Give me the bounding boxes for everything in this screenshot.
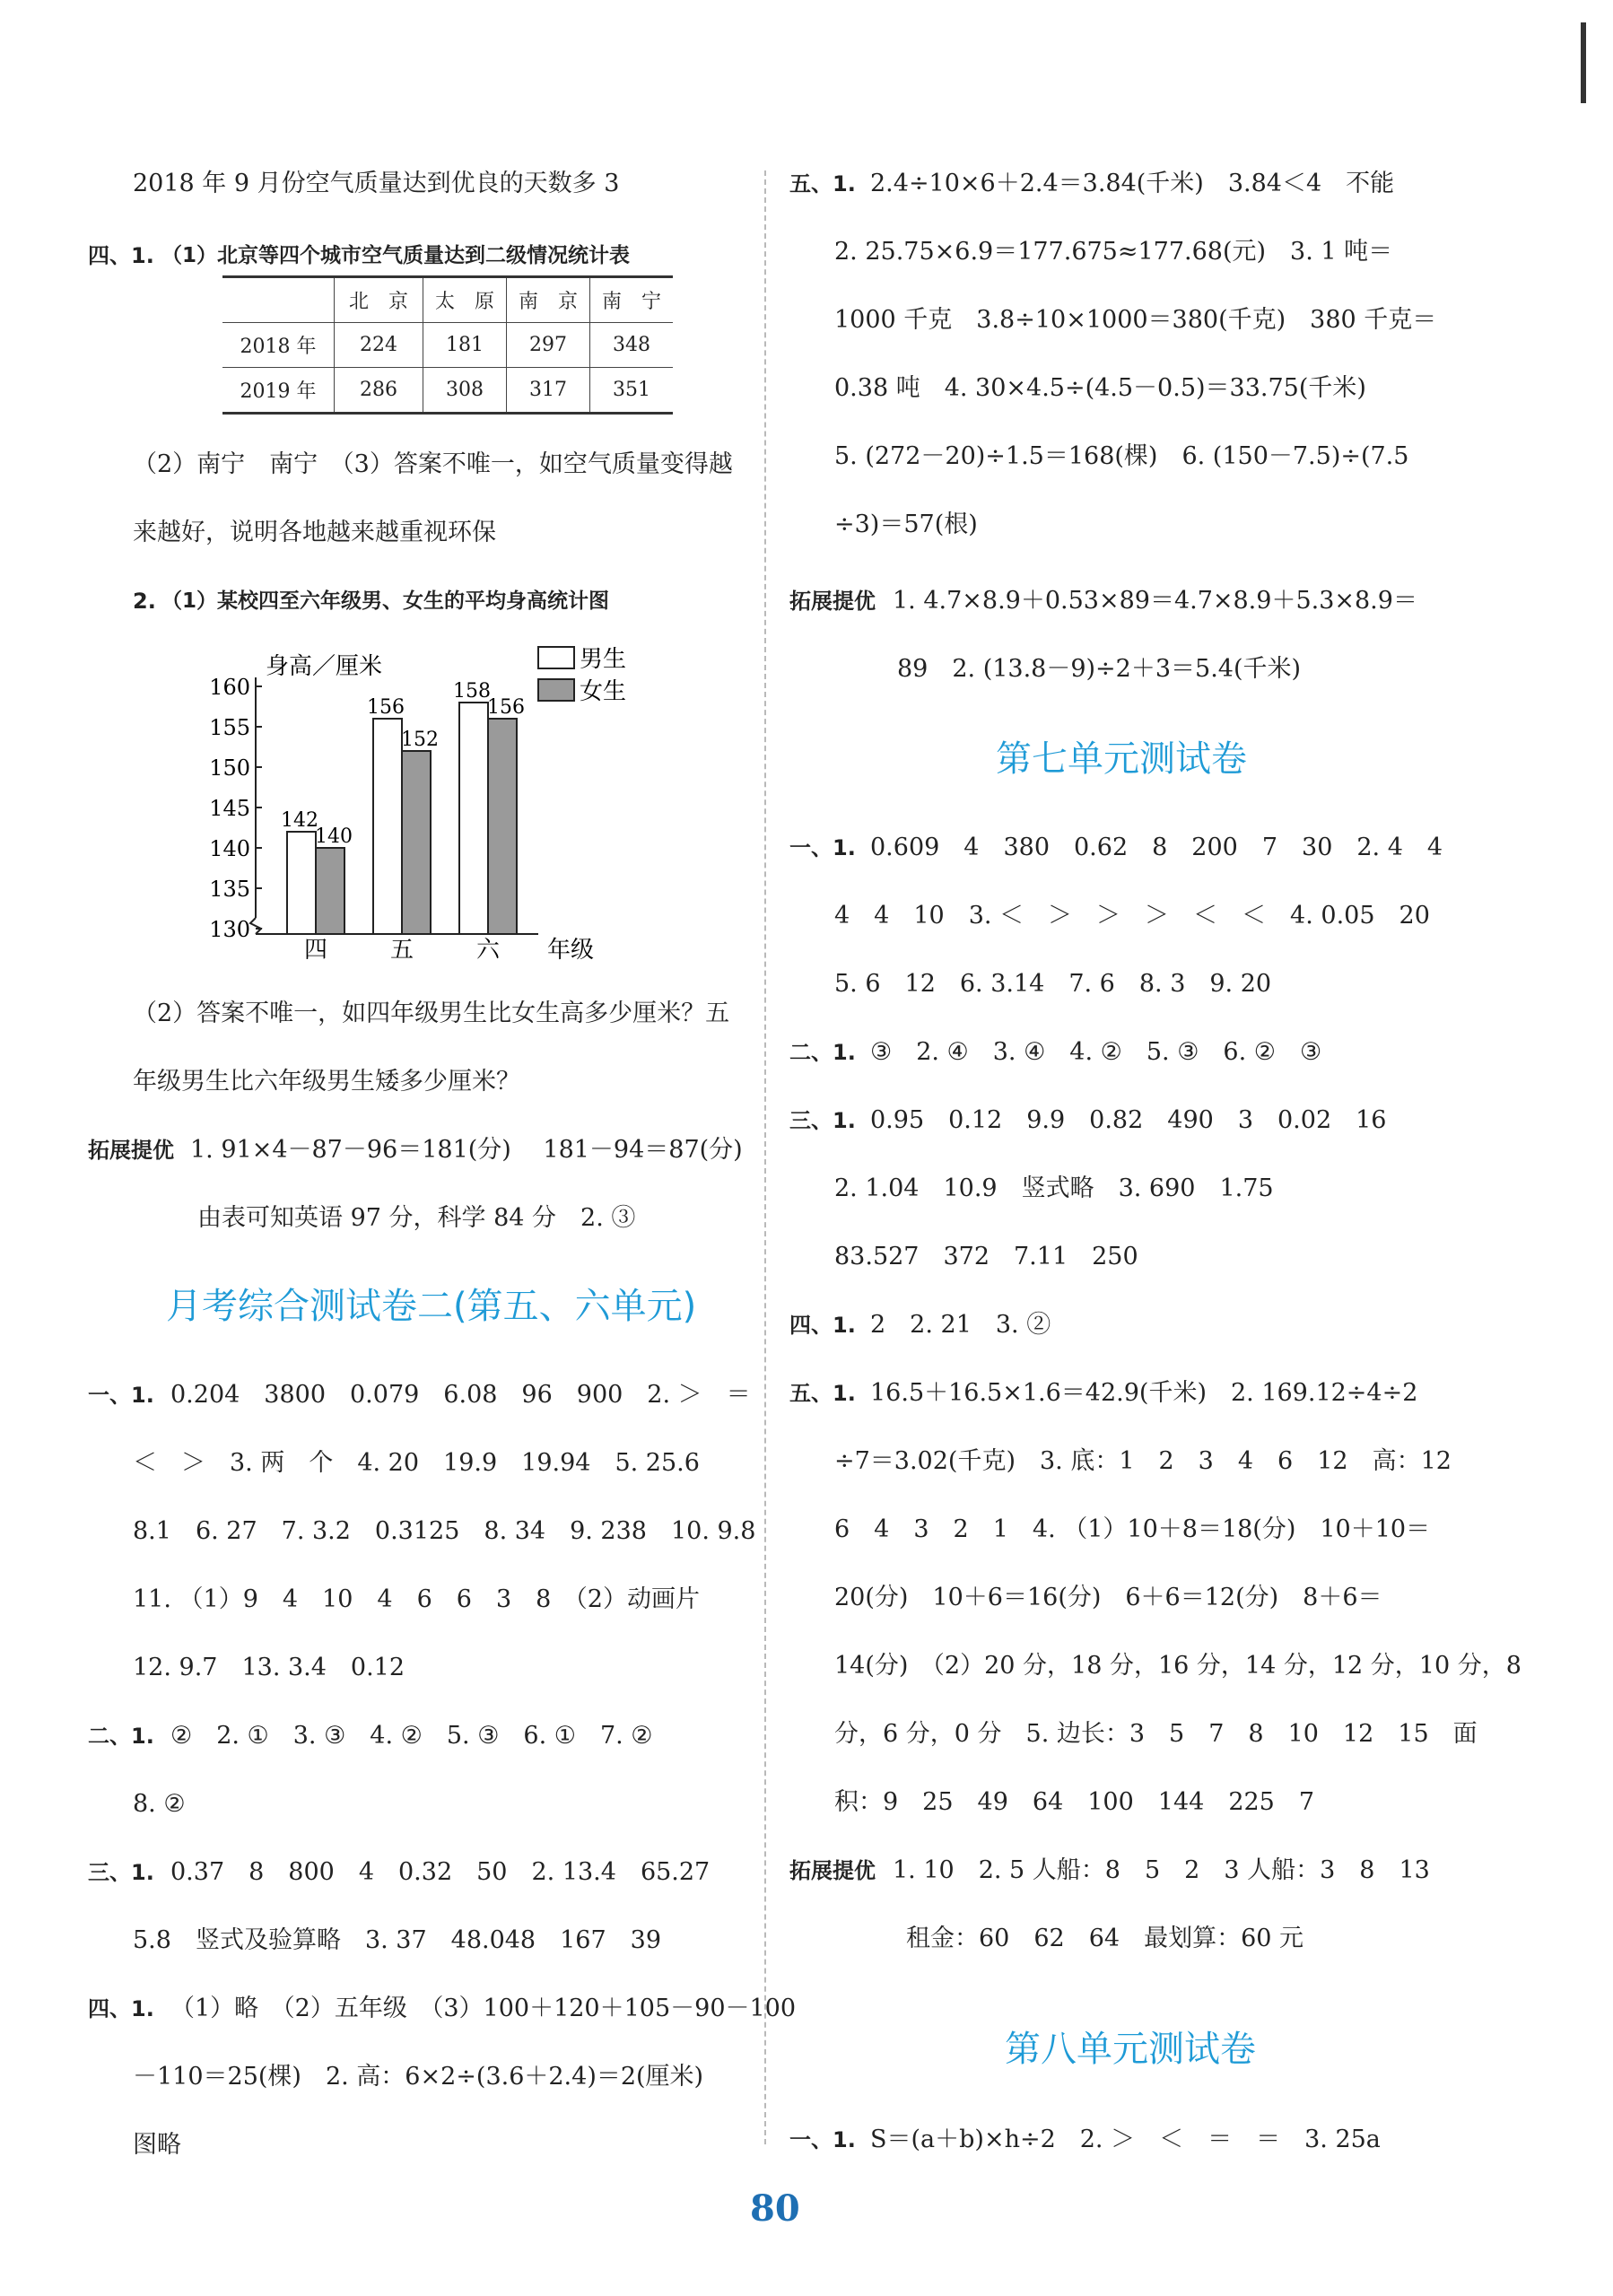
- legend-label: 男生: [580, 646, 627, 673]
- y-tick-label: 130: [209, 917, 250, 942]
- table-cell: 北 京: [335, 277, 423, 323]
- extension-label: 拓展提优: [789, 589, 876, 614]
- y-tick-label: 135: [209, 877, 250, 902]
- answer-line: 4 4 10 3. ＜ ＞ ＞ ＞ ＜ ＜ 4. 0.05 20: [834, 902, 1430, 930]
- section-title: 第八单元测试卷: [1005, 2029, 1256, 2070]
- section-title: 第七单元测试卷: [996, 738, 1247, 780]
- bar-男生: [459, 703, 488, 934]
- bar-value-label: 156: [487, 696, 525, 719]
- bar-value-label: 142: [281, 809, 318, 832]
- answer-line: 12. 9.7 13. 3.4 0.12: [133, 1654, 405, 1681]
- table-cell: 224: [335, 323, 423, 368]
- answer-line: 0.38 吨 4. 30×4.5÷(4.5－0.5)＝33.75(千米): [834, 374, 1366, 402]
- answer-line: 积：9 25 49 64 100 144 225 7: [834, 1788, 1315, 1816]
- table-cell: [222, 277, 335, 323]
- table-cell: 2019 年: [222, 368, 335, 414]
- answer-line: 83.527 372 7.11 250: [834, 1243, 1138, 1270]
- bar-女生: [488, 719, 517, 934]
- table-cell: 308: [423, 368, 507, 414]
- answer-line: 2 2. 21 3. ②: [870, 1311, 1051, 1339]
- bar-value-label: 140: [315, 825, 353, 848]
- table-cell: 286: [335, 368, 423, 414]
- x-category-label: 四: [303, 937, 328, 964]
- section-label: 五、1.: [789, 171, 856, 196]
- section-label: 五、1.: [789, 1381, 856, 1406]
- answer-line: 89 2. (13.8－9)÷2＋3＝5.4(千米): [897, 655, 1302, 683]
- section-label: 二、1.: [789, 1040, 856, 1065]
- answer-line: 0.204 3800 0.079 6.08 96 900 2. ＞ ＝: [170, 1381, 751, 1409]
- extension-label: 拓展提优: [88, 1138, 174, 1163]
- answer-line: 0.95 0.12 9.9 0.82 490 3 0.02 16: [870, 1106, 1387, 1134]
- answer-line: 0.609 4 380 0.62 8 200 7 30 2. 4 4: [870, 834, 1443, 861]
- chart-x-label: 年级: [547, 937, 595, 964]
- answer-line: 1. 10 2. 5 人船：8 5 2 3 人船：3 8 13: [893, 1856, 1430, 1884]
- chart-y-label: 身高／厘米: [266, 653, 383, 680]
- table-row: [222, 368, 673, 414]
- section-label: 一、1.: [789, 835, 856, 860]
- bar-男生: [373, 719, 402, 934]
- answer-line: 1000 千克 3.8÷10×1000＝380(千克) 380 千克＝: [834, 306, 1437, 334]
- section-label: 一、1.: [88, 1383, 154, 1408]
- answer-line: 5. (272－20)÷1.5＝168(棵) 6. (150－7.5)÷(7.5: [834, 442, 1409, 470]
- answer-line: 8. ②: [133, 1790, 186, 1818]
- table-cell: 南 京: [507, 277, 590, 323]
- extension-label: 拓展提优: [789, 1858, 876, 1883]
- table-caption: （1）北京等四个城市空气质量达到二级情况统计表: [161, 244, 631, 267]
- page-edge-mark: [1581, 22, 1586, 103]
- x-category-label: 六: [475, 937, 501, 964]
- section-label: 一、1.: [789, 2127, 856, 2152]
- table-cell: 太 原: [423, 277, 507, 323]
- answer-line: 1. 91×4－87－96＝181(分) 181－94＝87(分): [190, 1136, 743, 1164]
- answer-line: ÷7＝3.02(千克) 3. 底：1 2 3 4 6 12 高：12: [834, 1447, 1452, 1475]
- answer-line: （1）略 （2）五年级 （3）100＋120＋105－90－100: [170, 1995, 797, 2022]
- section-label: 四、1.: [88, 1996, 154, 2021]
- y-tick-label: 145: [209, 796, 250, 821]
- answer-line: 8.1 6. 27 7. 3.2 0.3125 8. 34 9. 238 10. 9.8: [133, 1517, 756, 1545]
- axis-break-icon: [250, 918, 261, 934]
- table-cell: 297: [507, 323, 590, 368]
- answer-line: 年级男生比六年级男生矮多少厘米？: [133, 1068, 520, 1096]
- answer-line: S＝(a＋b)×h÷2 2. ＞ ＜ ＝ ＝ 3. 25a: [870, 2126, 1381, 2153]
- legend-swatch: [538, 679, 574, 701]
- chart-categories: [304, 937, 501, 964]
- answer-line: 由表可知英语 97 分，科学 84 分 2. ③: [197, 1204, 636, 1232]
- bar-value-label: 152: [401, 729, 439, 751]
- height-bar-chart: [209, 642, 664, 969]
- table-row: [222, 323, 673, 368]
- answer-line: （2）答案不唯一，如四年级男生比女生高多少厘米？五: [133, 1000, 730, 1027]
- section-title: 月考综合测试卷二(第五、六单元): [166, 1286, 697, 1327]
- section-label: 二、1.: [88, 1724, 154, 1749]
- answer-line: （2）南宁 南宁 （3）答案不唯一，如空气质量变得越: [133, 450, 733, 478]
- answer-line: 5.8 竖式及验算略 3. 37 48.048 167 39: [133, 1926, 662, 1954]
- answer-line: 5. 6 12 6. 3.14 7. 6 8. 3 9. 20: [834, 970, 1272, 998]
- answer-line: 20(分) 10＋6＝16(分) 6＋6＝12(分) 8＋6＝: [834, 1584, 1382, 1611]
- answer-line: 租金：60 62 64 最划算：60 元: [906, 1925, 1304, 1952]
- table-cell: 181: [423, 323, 507, 368]
- answer-line: 2. 25.75×6.9＝177.675≈177.68(元) 3. 1 吨＝: [834, 238, 1393, 266]
- chart-y-ticks: [209, 675, 262, 942]
- bar-value-label: 156: [367, 696, 405, 719]
- page-number: 80: [750, 2187, 800, 2230]
- air-quality-table: [222, 275, 673, 415]
- section-label: 三、1.: [88, 1860, 154, 1885]
- answer-line: 16.5＋16.5×1.6＝42.9(千米) 2. 169.12÷4÷2: [870, 1379, 1418, 1407]
- answer-line: ÷3)＝57(根): [834, 511, 978, 538]
- answer-line: ② 2. ① 3. ③ 4. ② 5. ③ 6. ① 7. ②: [170, 1722, 653, 1750]
- x-category-label: 五: [389, 937, 414, 964]
- table-cell: 351: [590, 368, 674, 414]
- answer-line: 2.4÷10×6＋2.4＝3.84(千米) 3.84＜4 不能: [870, 170, 1395, 197]
- answer-line: 14(分) （2）20 分，18 分，16 分，14 分，12 分，10 分，8: [834, 1652, 1521, 1680]
- bar-女生: [316, 848, 344, 934]
- answer-line: －110＝25(棵) 2. 高：6×2÷(3.6＋2.4)＝2(厘米): [133, 2063, 704, 2091]
- table-cell: 2018 年: [222, 323, 335, 368]
- table-header-row: [222, 277, 673, 323]
- answer-line: 11. （1）9 4 10 4 6 6 3 8 （2）动画片: [133, 1585, 700, 1613]
- table-cell: 317: [507, 368, 590, 414]
- chart-legend: [538, 646, 626, 705]
- answer-line: ③ 2. ④ 3. ④ 4. ② 5. ③ 6. ② ③: [870, 1038, 1322, 1066]
- legend-label: 女生: [580, 678, 627, 705]
- answer-line: ＜ ＞ 3. 两 个 4. 20 19.9 19.94 5. 25.6: [133, 1449, 700, 1477]
- answer-line: 来越好，说明各地越来越重视环保: [133, 519, 496, 546]
- table-cell: 南 宁: [590, 277, 674, 323]
- y-tick-label: 150: [209, 755, 250, 781]
- answer-line: 分，6 分，0 分 5. 边长：3 5 7 8 10 12 15 面: [834, 1720, 1478, 1748]
- column-divider: [764, 170, 766, 2144]
- answer-line: 2. 1.04 10.9 竖式略 3. 690 1.75: [834, 1174, 1274, 1202]
- answer-line: 1. 4.7×8.9＋0.53×89＝4.7×8.9＋5.3×8.9＝: [893, 587, 1417, 615]
- y-tick-label: 160: [209, 675, 250, 700]
- answer-line: 图略: [133, 2131, 181, 2159]
- bar-value-label: 158: [453, 680, 491, 703]
- y-tick-label: 140: [209, 836, 250, 861]
- y-tick-label: 155: [209, 715, 250, 740]
- section-label: 三、1.: [789, 1108, 856, 1133]
- chart-caption: （1）某校四至六年级男、女生的平均身高统计图: [161, 589, 610, 613]
- bar-男生: [287, 832, 316, 934]
- answer-line: 6 4 3 2 1 4. （1）10＋8＝18(分) 10＋10＝: [834, 1515, 1431, 1543]
- bar-女生: [402, 751, 431, 934]
- legend-swatch: [538, 647, 574, 668]
- section-label: 四、1.: [88, 243, 154, 268]
- question-label: 2.: [133, 589, 156, 614]
- answer-line: 2018 年 9 月份空气质量达到优良的天数多 3: [133, 170, 620, 197]
- section-label: 四、1.: [789, 1313, 856, 1338]
- answer-line: 0.37 8 800 4 0.32 50 2. 13.4 65.27: [170, 1858, 711, 1886]
- table-cell: 348: [590, 323, 674, 368]
